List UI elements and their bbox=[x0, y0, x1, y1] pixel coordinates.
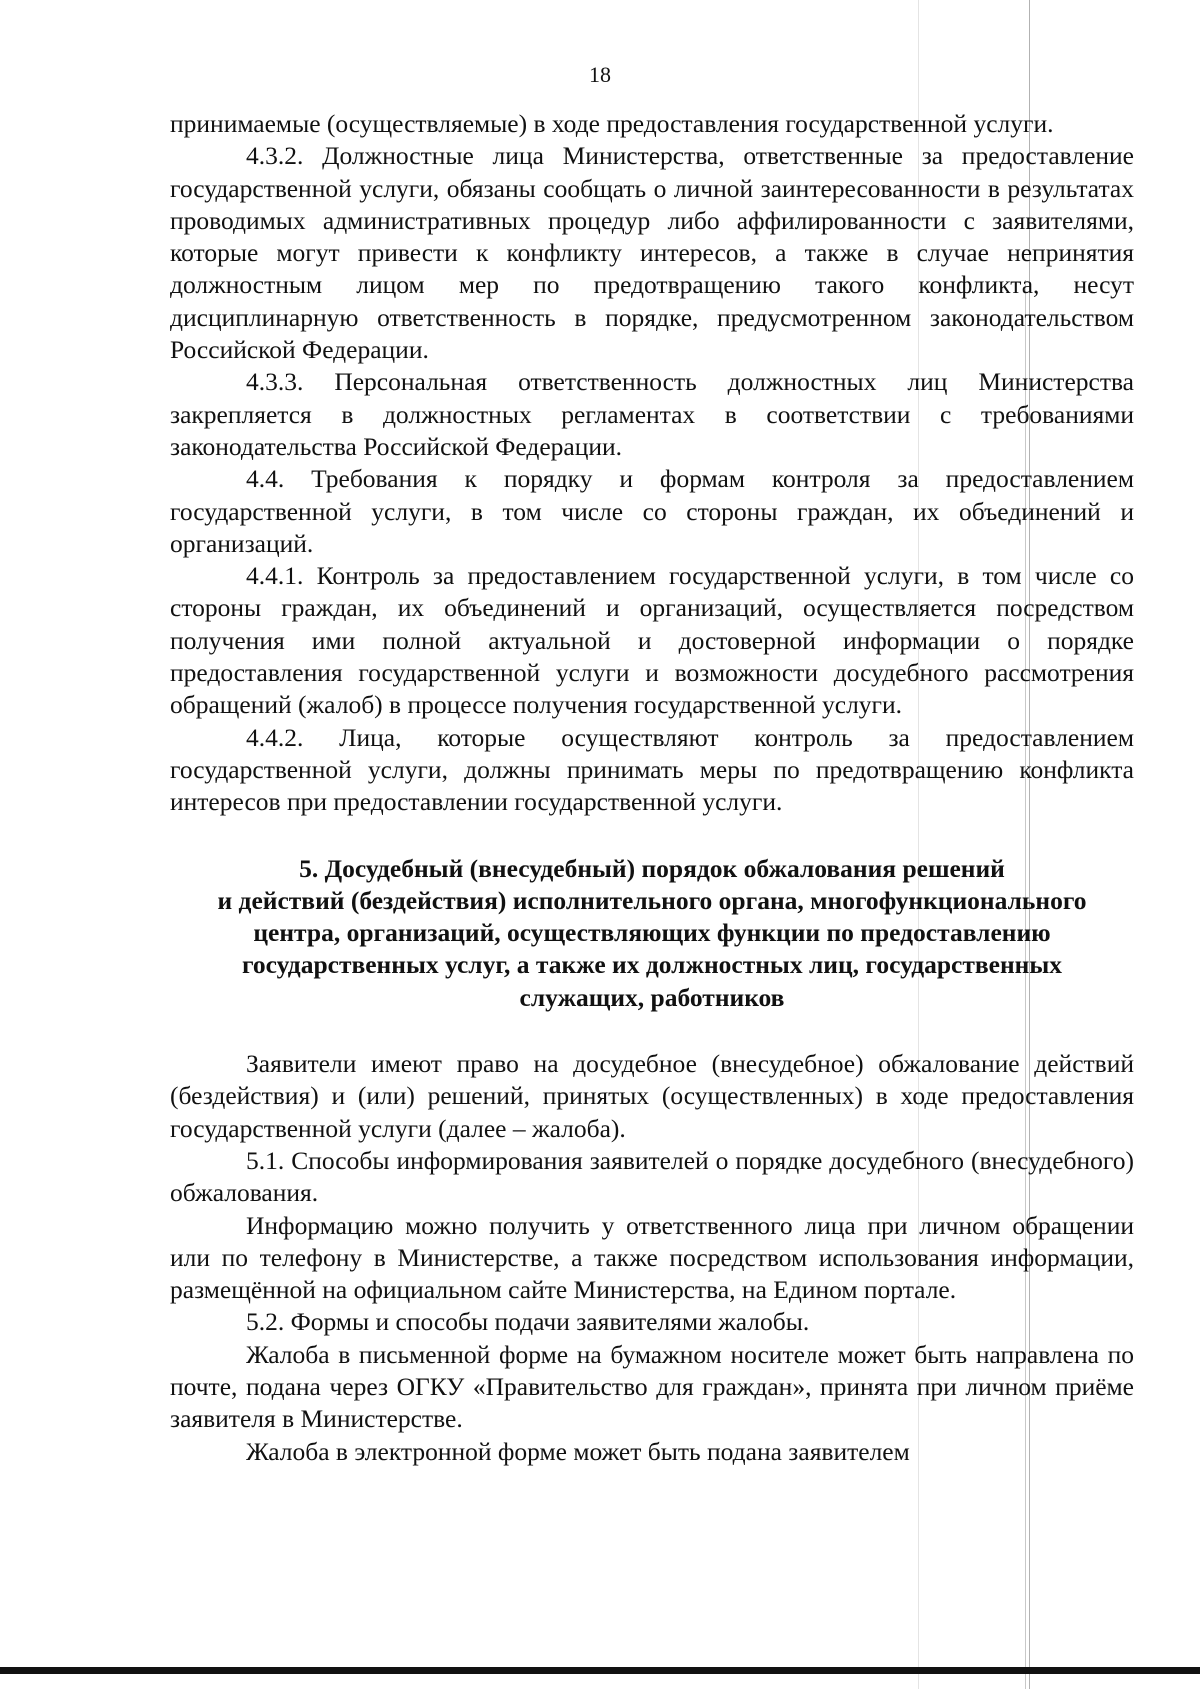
paragraph: 5.2. Формы и способы подачи заявителями жалобы. bbox=[246, 1307, 810, 1337]
scan-bottom-bar bbox=[0, 1667, 1200, 1674]
paragraph: Жалоба в письменной форме на бумажном носителе может быть направлена по почте, подана через ОГКУ «Правительство для граждан», принята при личном приёме заявителя в Министерстве. bbox=[170, 1339, 1134, 1434]
paragraph: 4.4.2. Лица, которые осуществляют контроль за предоставлением государственной услуги, должны принимать меры по предотвращению конфликта интересов при предоставлении государственной услуги. bbox=[170, 722, 1134, 817]
paragraph: принимаемые (осуществляемые) в ходе предоставления государственной услуги. bbox=[170, 109, 1054, 138]
section-heading-line: и действий (бездействия) исполнительного органа, многофункционального bbox=[217, 885, 1087, 915]
paragraph: 4.3.3. Персональная ответственность должностных лиц Министерства закрепляется в должностных регламентах в соответствии с требованиями законодательства Российской Федерации. bbox=[170, 367, 1134, 461]
paragraph: Заявители имеют право на досудебное (внесудебное) обжалование действий (бездействия) и (или) решений, принятых (осуществленных) в ходе предоставления государственной услуги (далее – жалоба). bbox=[170, 1049, 1134, 1143]
paragraph: 4.3.2. Должностные лица Министерства, ответственные за предоставление государственной услуги, обязаны сообщать о личной заинтересованности в результатах проводимых административных процедур либо аффилированности с заявителями, которые могут привести к конфликту интересов, а также в случае непринятия должностным лицом мер по предотвращению такого конфликта, несут дисциплинарную ответственность в порядке, предусмотренном законодательством Российской Федерации. bbox=[170, 141, 1134, 365]
paragraph: 4.4. Требования к порядку и формам контроля за предоставлением государственной услуги, в том числе со стороны граждан, их объединений и организаций. bbox=[170, 464, 1134, 558]
document-body bbox=[170, 108, 1134, 1468]
section-heading-line: центра, организаций, осуществляющих функции по предоставлению bbox=[253, 918, 1051, 948]
page-number: 18 bbox=[589, 62, 611, 87]
section-heading bbox=[170, 853, 1134, 1014]
section-heading-line: служащих, работников bbox=[519, 982, 785, 1012]
section-heading-line: государственных услуг, а также их должностных лиц, государственных bbox=[241, 950, 1063, 980]
paragraph: Информацию можно получить у ответственного лица при личном обращении или по телефону в Министерстве, а также посредством использования информации, размещённой на официальном сайте Министерства, на Едином портале. bbox=[170, 1210, 1134, 1305]
paragraph: Жалоба в электронной форме может быть подана заявителем bbox=[246, 1436, 910, 1466]
section-heading-line: 5. Досудебный (внесудебный) порядок обжалования решений bbox=[299, 853, 1005, 883]
paragraph: 4.4.1. Контроль за предоставлением государственной услуги, в том числе со стороны граждан, их объединений и организаций, осуществляется посредством получения ими полной актуальной и достоверной информации о порядке предоставления государственной услуги и возможности досудебного рассмотрения обращений (жалоб) в процессе получения государственной услуги. bbox=[170, 561, 1134, 720]
paragraph: 5.1. Способы информирования заявителей о порядке досудебного (внесудебного) обжалования. bbox=[170, 1145, 1134, 1208]
